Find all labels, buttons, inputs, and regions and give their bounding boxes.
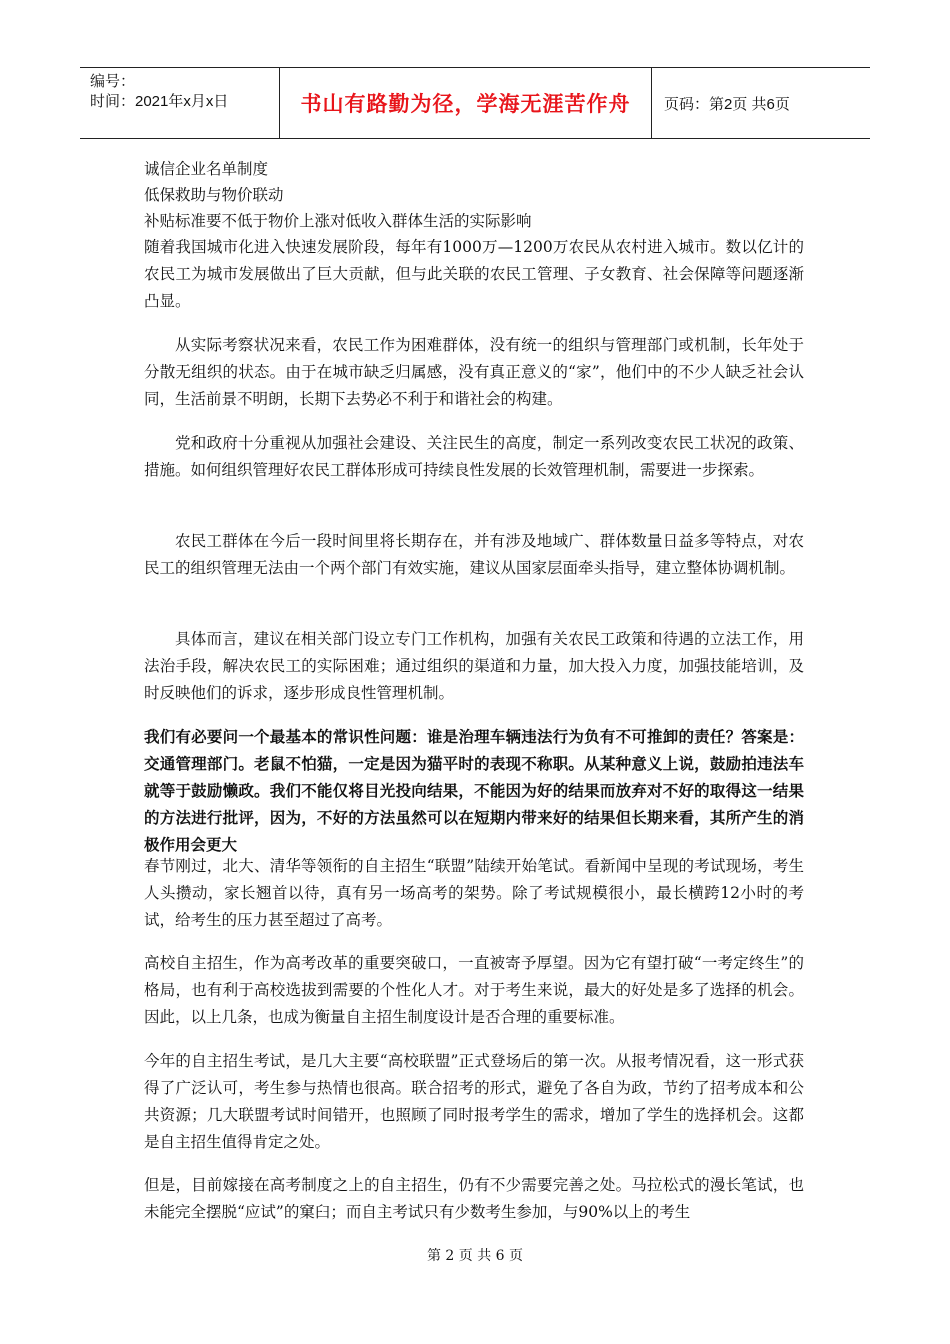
header-page-info: 页码：第2页 共6页 [664, 95, 790, 113]
heading-line-2: 低保救助与物价联动 [144, 186, 284, 204]
header-motto-cell [280, 68, 652, 138]
header-meta [80, 68, 280, 138]
heading-line-3: 补贴标准要不低于物价上涨对低收入群体生活的实际影响 [144, 212, 532, 230]
paragraph-6-bold: 我们有必要问一个最基本的常识性问题：谁是治理车辆违法行为负有不可推卸的责任？答案是：交通管理部门。老鼠不怕猫，一定是因为猫平时的表现不称职。从某种意义上说，鼓励拍违法车就等于鼓励懒政。我们不能仅将目光投向结果，不能因为好的结果而放弃对不好的取得这一结果的方法进行批评，因为，不好的方法虽然可以在短期内带来好的结果但长期来看，其所产生的消极作用会更大 [144, 728, 804, 854]
paragraph-1: 随着我国城市化进入快速发展阶段，每年有1000万—1200万农民从农村进入城市。数以亿计的农民工为城市发展做出了巨大贡献，但与此关联的农民工管理、子女教育、社会保障等问题逐渐凸显。 [144, 238, 804, 310]
paragraph-7: 春节刚过，北大、清华等领衔的自主招生“联盟”陆续开始笔试。看新闻中呈现的考试现场，考生人头攒动，家长翘首以待，真有另一场高考的架势。除了考试规模很小，最长横跨12小时的考试，给考生的压力甚至超过了高考。 [144, 857, 804, 929]
page-header [80, 67, 870, 139]
paragraph-9: 今年的自主招生考试，是几大主要“高校联盟”正式登场后的第一次。从报考情况看，这一形式获得了广泛认可，考生参与热情也很高。联合招考的形式，避免了各自为政，节约了招考成本和公共资源；几大联盟考试时间错开，也照顾了同时报考学生的需求，增加了学生的选择机会。这都是自主招生值得肯定之处。 [144, 1052, 804, 1151]
header-page-info-cell [652, 68, 870, 138]
paragraph-10: 但是，目前嫁接在高考制度之上的自主招生，仍有不少需要完善之处。马拉松式的漫长笔试，也未能完全摆脱“应试”的窠臼；而自主考试只有少数考生参加，与90%以上的考生 [144, 1176, 804, 1221]
paragraph-2: 从实际考察状况来看，农民工作为困难群体，没有统一的组织与管理部门或机制，长年处于分散无组织的状态。由于在城市缺乏归属感，没有真正意义的“家”，他们中的不少人缺乏社会认同，生活前景不明朗，长期下去势必不利于和谐社会的构建。 [144, 336, 804, 408]
paragraph-8: 高校自主招生，作为高考改革的重要突破口，一直被寄予厚望。因为它有望打破“一考定终生”的格局，也有利于高校选拔到需要的个性化人才。对于考生来说，最大的好处是多了选择的机会。因此，以上几条，也成为衡量自主招生制度设计是否合理的重要标准。 [144, 954, 804, 1026]
document-time-label: 时间：2021年x月x日 [90, 93, 229, 110]
paragraph-3: 党和政府十分重视从加强社会建设、关注民生的高度，制定一系列改变农民工状况的政策、措施。如何组织管理好农民工群体形成可持续良性发展的长效管理机制，需要进一步探索。 [144, 434, 804, 479]
page-footer: 第 2 页 共 6 页 [426, 1248, 524, 1264]
paragraph-4: 农民工群体在今后一段时间里将长期存在，并有涉及地域广、群体数量日益多等特点，对农民工的组织管理无法由一个两个部门有效实施，建议从国家层面牵头指导，建立整体协调机制。 [144, 532, 804, 577]
paragraph-5: 具体而言，建议在相关部门设立专门工作机构，加强有关农民工政策和待遇的立法工作，用法治手段，解决农民工的实际困难；通过组织的渠道和力量，加大投入力度，加强技能培训，及时反映他们的诉求，逐步形成良性管理机制。 [144, 630, 804, 702]
document-number-label: 编号： [90, 73, 136, 90]
heading-line-1: 诚信企业名单制度 [144, 160, 269, 178]
header-motto: 书山有路勤为径，学海无涯苦作舟 [300, 92, 631, 116]
